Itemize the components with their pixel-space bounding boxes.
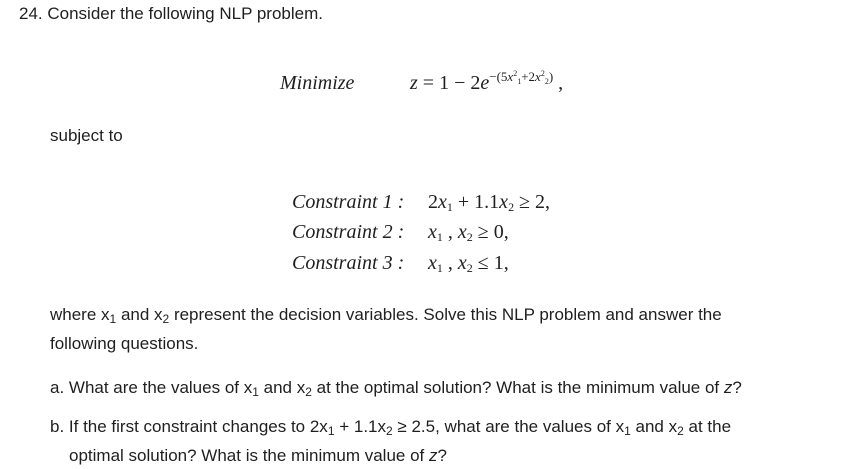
where-line-2: following questions.	[50, 334, 199, 353]
subject-to-label: subject to	[50, 126, 123, 145]
question-heading	[19, 4, 323, 24]
constraint-2-label: Constraint 2 :	[292, 221, 405, 243]
constraint-1-label: Constraint 1 :	[292, 191, 405, 213]
part-b-question-line-1: b. If the first constraint changes to $2x_1 + 1.1x_2 \ge 2.5$, what are the values of $x_1$ and $x_2$ at the	[50, 417, 732, 438]
where-line-1: where $x_1$ and $x_2$ represent the decision variables. Solve this NLP problem and answer the	[50, 305, 722, 326]
objective-label: Minimize	[280, 72, 355, 94]
part-b-question-line-2: optimal solution? What is the minimum value of z?	[69, 446, 447, 465]
question-intro: Consider the following NLP problem.	[47, 4, 323, 23]
constraint-3-label: Constraint 3 :	[292, 252, 405, 274]
objective-function: $z = 1 - 2e^{-(5x^2_1+2x^2_2)}$ ,	[410, 69, 564, 94]
part-a-question: a. What are the values of $x_1$ and $x_2$ at the optimal solution? What is the minimum value of z?	[50, 378, 742, 399]
question-number: 24.	[19, 4, 43, 23]
constraint-1-expression: $2x_1 + 1.1x_2 \ge 2$,	[428, 191, 551, 214]
constraint-2-expression: $x_1$ , $x_2 \ge 0$,	[428, 221, 509, 244]
constraint-3-expression: $x_1$ , $x_2 \le 1$,	[428, 252, 509, 275]
